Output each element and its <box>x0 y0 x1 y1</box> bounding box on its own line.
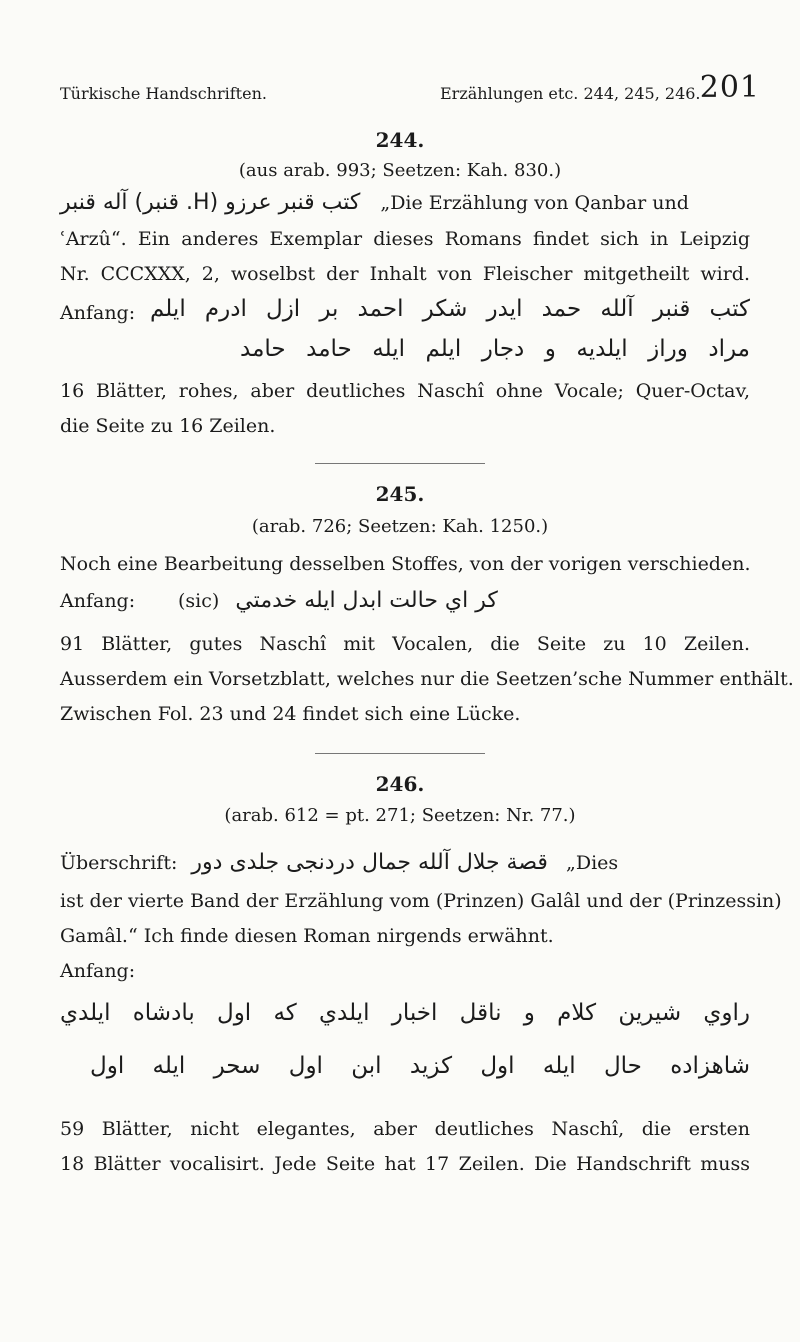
section-244-line2: ʿArzû“. Ein anderes Exemplar dieses Romans findet sich in Leipzig <box>60 228 750 250</box>
section-245-sic: (sic) <box>178 590 220 612</box>
section-246-ueberschrift-line <box>60 850 750 875</box>
section-244-anfang-arabic-1: كتب قنبر آلله حمد ايدر شكر احمد بر ازل ادرم ايلم <box>150 296 750 322</box>
section-245-anfang-arabic: كر اي حالت ابدل ايله خدمتي <box>235 588 498 613</box>
section-246-anfang-label: Anfang: <box>60 960 136 982</box>
section-246-desc2: 18 Blätter vocalisirt. Jede Seite hat 17 Zeilen. Die Handschrift muss <box>60 1153 750 1175</box>
section-244-title-line <box>60 190 750 215</box>
section-244-number: 244. <box>375 128 425 152</box>
section-245-desc2: Ausserdem ein Vorsetzblatt, welches nur die Seetzen’sche Nummer enthält. <box>60 668 794 690</box>
running-header <box>60 70 760 110</box>
section-244-desc2: die Seite zu 16 Zeilen. <box>60 415 276 437</box>
section-245-source: (arab. 726; Seetzen: Kah. 1250.) <box>251 516 549 537</box>
section-244-title-translation: „Die Erzählung von Qanbar und <box>380 192 689 214</box>
section-246-desc1: 59 Blätter, nicht elegantes, aber deutliches Naschî, die ersten <box>60 1118 750 1140</box>
header-left: Türkische Handschriften. <box>60 84 267 103</box>
section-244-anfang-label: Anfang: <box>60 302 136 324</box>
section-divider-1 <box>315 463 485 464</box>
section-246-ueberschrift-translation: „Dies <box>566 852 619 874</box>
section-245-desc3: Zwischen Fol. 23 und 24 findet sich eine Lücke. <box>60 703 521 725</box>
section-244-line3: Nr. CCCXXX, 2, woselbst der Inhalt von Fleischer mitgetheilt wird. <box>60 263 750 285</box>
section-246-ueberschrift-arabic: قصة جلال آلله جمال دردنجى جلدى دور <box>191 850 548 875</box>
section-244-title-arabic: كتب قنبر عرزو (H. قنبر) آله قنبر <box>60 190 361 215</box>
section-246-source: (arab. 612 = pt. 271; Seetzen: Nr. 77.) <box>224 805 576 826</box>
section-246-line3: Gamâl.“ Ich finde diesen Roman nirgends erwähnt. <box>60 925 554 947</box>
section-244-desc1: 16 Blätter, rohes, aber deutliches Naschî ohne Vocale; Quer-Octav, <box>60 380 750 402</box>
section-245-line1: Noch eine Bearbeitung desselben Stoffes, von der vorigen verschieden. <box>60 553 751 575</box>
section-246-anfang-arabic-1: راوي شيرين كلام و ناقل اخبار ايلدي كه اول بادشاه ايلدي <box>60 1000 750 1026</box>
section-245-number: 245. <box>375 482 425 506</box>
section-246-number: 246. <box>375 772 425 796</box>
header-center: Erzählungen etc. 244, 245, 246. <box>440 84 701 103</box>
section-245-anfang-label: Anfang: <box>60 590 136 612</box>
section-244-anfang-arabic-2: مراد وراز ايلديه و دجار ايلم ايله حامد حامد <box>240 336 750 362</box>
section-245-desc1: 91 Blätter, gutes Naschî mit Vocalen, die Seite zu 10 Zeilen. <box>60 633 750 655</box>
section-244-source: (aus arab. 993; Seetzen: Kah. 830.) <box>238 160 562 181</box>
section-245-anfang-line <box>178 588 598 613</box>
page-number: 201 <box>699 70 760 105</box>
section-divider-2 <box>315 753 485 754</box>
section-246-anfang-arabic-2: شاهزاده حال ايله اول كزيد ابن اول سحر ايله اول <box>90 1053 750 1079</box>
section-246-ueberschrift-label: Überschrift: <box>60 852 178 874</box>
section-246-line2: ist der vierte Band der Erzählung vom (Prinzen) Galâl und der (Prinzessin) <box>60 890 782 912</box>
